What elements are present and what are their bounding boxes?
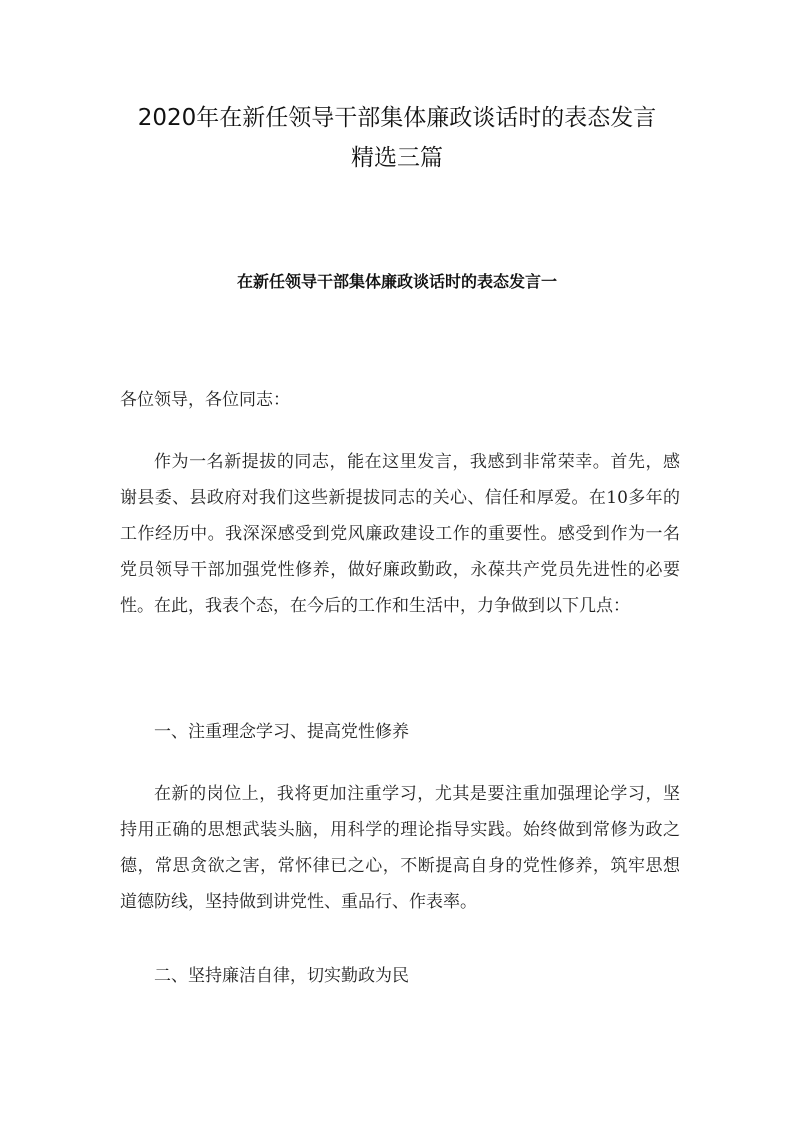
paragraph-2: 在新的岗位上，我将更加注重学习，尤其是要注重加强理论学习，坚持用正确的思想武装头脑，用科学的理论指导实践。始终做到常修为政之德，常思贪欲之害，常怀律已之心，不断提高自身的党性修养，筑牢思想道德防线，坚持做到讲党性、重品行、作表率。 (120, 784, 680, 912)
title-line-2: 精选三篇 (351, 145, 443, 171)
subheading-2: 二、坚持廉洁自律，切实勤政为民 (154, 966, 409, 986)
title-line-1: 2020年在新任领导干部集体廉政谈话时的表态发言 (137, 105, 657, 131)
section-title: 在新任领导干部集体廉政谈话时的表态发言一 (236, 272, 557, 291)
greeting: 各位领导，各位同志： (120, 390, 290, 410)
document-title (100, 98, 694, 178)
paragraph-1: 作为一名新提拔的同志，能在这里发言，我感到非常荣幸。首先，感谢县委、县政府对我们这些新提拔同志的关心、信任和厚爱。在10多年的工作经历中。我深深感受到党风廉政建设工作的重要性。感受到作为一名党员领导干部加强党性修养，做好廉政勤政，永葆共产党员先进性的必要性。在此，我表个态，在今后的工作和生活中，力争做到以下几点： (120, 452, 680, 616)
subheading-1: 一、注重理念学习、提高党性修养 (154, 722, 409, 742)
